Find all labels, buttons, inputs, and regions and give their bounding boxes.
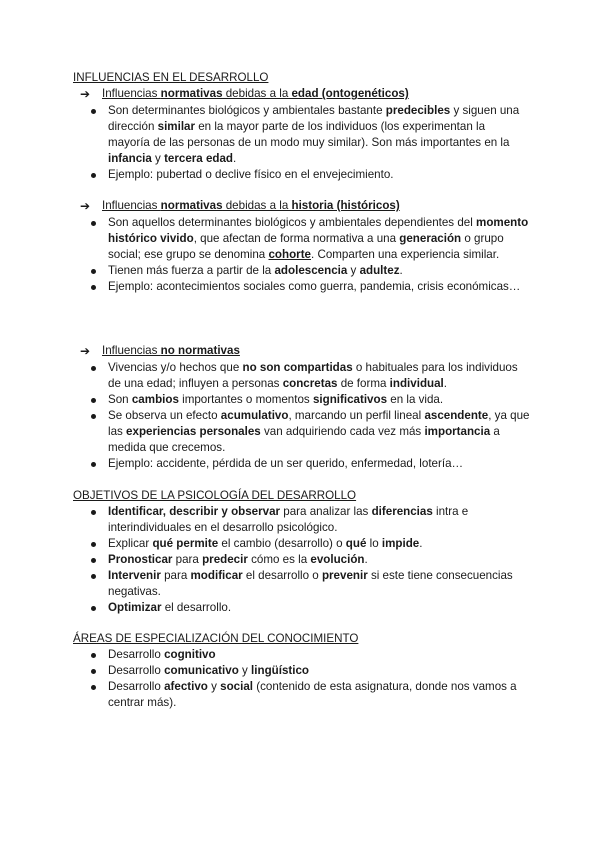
- list-item: Desarrollo afectivo y social (contenido de esta asignatura, donde nos vamos a centrar más).: [90, 679, 530, 711]
- list-item: Son determinantes biológicos y ambientales bastante predecibles y siguen una dirección similar en la mayor parte de los individuos (los experimentan la mayoría de las personas de un modo muy similar). Son más importantes en la infancia y tercera edad.: [90, 103, 530, 167]
- list-item: Son cambios importantes o momentos significativos en la vida.: [90, 392, 530, 408]
- bullet-list: [90, 215, 530, 295]
- subsection-edad: [80, 86, 540, 102]
- section-title-influencias: INFLUENCIAS EN EL DESARROLLO: [73, 71, 269, 84]
- list-item: Son aquellos determinantes biológicos y ambientales dependientes del momento histórico vivido, que afectan de forma normativa a una generación o grupo social; ese grupo se denomina cohorte. Comparten una experiencia similar.: [90, 215, 530, 263]
- subsection-historia: [80, 198, 540, 214]
- list-item: Identificar, describir y observar para analizar las diferencias intra e interindividuales en el desarrollo psicológico.: [90, 504, 530, 536]
- subsection-heading: [80, 198, 540, 214]
- section-title-areas: ÁREAS DE ESPECIALIZACIÓN DEL CONOCIMIENTO: [73, 632, 359, 645]
- subsection-no-normativas: [80, 343, 540, 359]
- subsection-title: Influencias normativas debidas a la edad (ontogenéticos): [102, 87, 409, 100]
- subsection-heading: [80, 343, 540, 359]
- bullet-list: [90, 360, 530, 472]
- list-item: Pronosticar para predecir cómo es la evolución.: [90, 552, 530, 568]
- list-item: Desarrollo cognitivo: [90, 647, 530, 663]
- right-arrow-icon: ➔: [80, 344, 91, 358]
- list-item: Ejemplo: accidente, pérdida de un ser querido, enfermedad, lotería…: [90, 456, 530, 472]
- subsection-title: Influencias normativas debidas a la historia (históricos): [102, 199, 400, 212]
- list-item: Optimizar el desarrollo.: [90, 600, 530, 616]
- list-item: Se observa un efecto acumulativo, marcando un perfil lineal ascendente, ya que las experiencias personales van adquiriendo cada vez más importancia a medida que crecemos.: [90, 408, 530, 456]
- bullet-list: [90, 504, 530, 616]
- bullet-list: [90, 103, 530, 183]
- subsection-title: Influencias no normativas: [102, 344, 240, 357]
- list-item: Tienen más fuerza a partir de la adolescencia y adultez.: [90, 263, 530, 279]
- list-item: Intervenir para modificar el desarrollo o prevenir si este tiene consecuencias negativas.: [90, 568, 530, 600]
- list-item: Desarrollo comunicativo y lingüístico: [90, 663, 530, 679]
- right-arrow-icon: ➔: [80, 87, 91, 101]
- right-arrow-icon: ➔: [80, 199, 91, 213]
- section-title-objetivos: OBJETIVOS DE LA PSICOLOGÍA DEL DESARROLLO: [73, 489, 357, 502]
- list-item: Ejemplo: acontecimientos sociales como guerra, pandemia, crisis económicas…: [90, 279, 530, 295]
- list-item: Ejemplo: pubertad o declive físico en el envejecimiento.: [90, 167, 530, 183]
- subsection-heading: [80, 86, 540, 102]
- bullet-list: [90, 647, 530, 711]
- list-item: Explicar qué permite el cambio (desarrollo) o qué lo impide.: [90, 536, 530, 552]
- list-item: Vivencias y/o hechos que no son compartidas o habituales para los individuos de una edad; influyen a personas concretas de forma individual.: [90, 360, 530, 392]
